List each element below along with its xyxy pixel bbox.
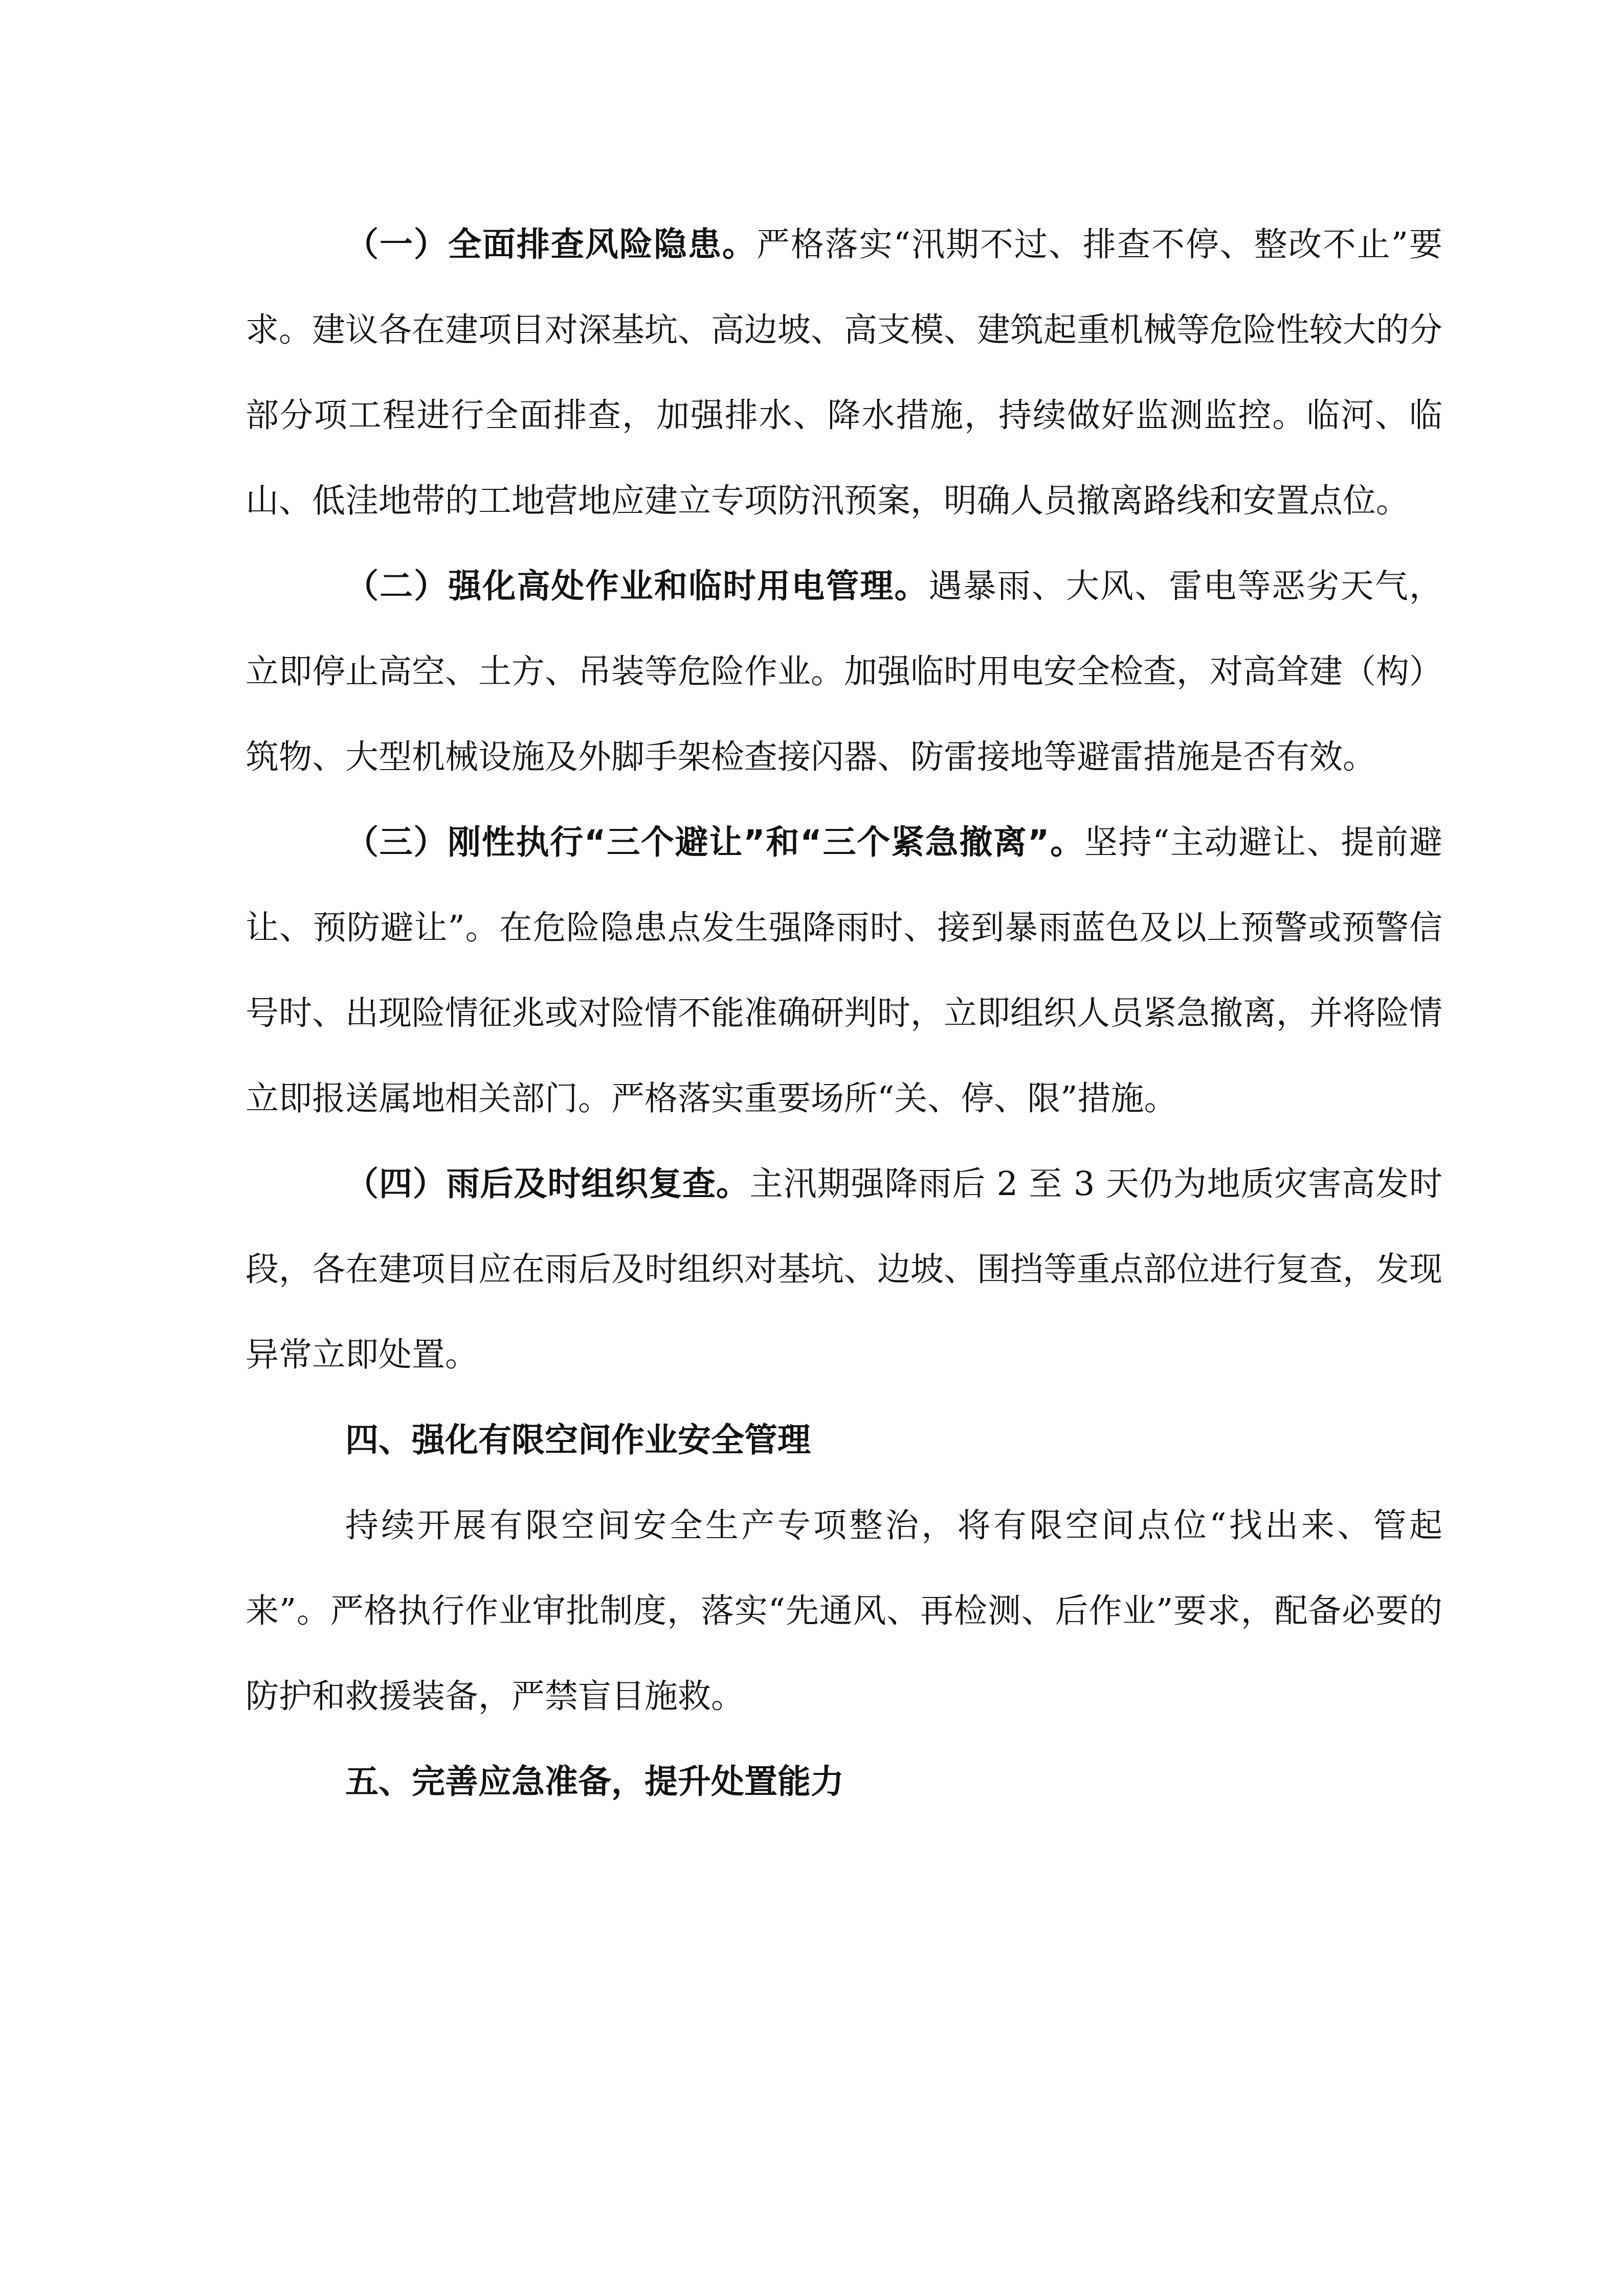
paragraph-text: 严格落实“汛期不过、排查不停、整改不止”要求。建议各在建项目对深基坑、高边坡、高支模、建筑起重机械等危险性较大的分部分项工程进行全面排查，加强排水、降水措施，持续做好监测监控。临河、临山、低洼地带的工地营地应建立专项防汛预案，明确人员撤离路线和安置点位。 — [246, 226, 1443, 520]
paragraph-heading: （四）雨后及时组织复查。 — [345, 1165, 750, 1203]
paragraph-text: 主汛期强降雨后 2 至 3 天仍为地质灾害高发时段，各在建项目应在雨后及时组织对基坑、边坡、围挡等重点部位进行复查，发现异常立即处置。 — [246, 1165, 1443, 1374]
paragraph-text: 坚持“主动避让、提前避让、预防避让”。在危险隐患点发生强降雨时、接到暴雨蓝色及以上预警或预警信号时、出现险情征兆或对险情不能准确研判时，立即组织人员紧急撤离，并将险情立即报送属地相关部门。严格落实重要场所“关、停、限”措施。 — [246, 823, 1443, 1118]
paragraph-heading: （二）强化高处作业和临时用电管理。 — [345, 567, 929, 605]
section-heading-confined-space: 四、强化有限空间作业安全管理 — [345, 1421, 811, 1459]
paragraph-heading: （三）刚性执行“三个避让”和“三个紧急撤离”。 — [345, 823, 1084, 862]
document-body — [246, 202, 1442, 1825]
paragraph-post-rain-review — [246, 1141, 1442, 1398]
paragraph-text: 遇暴雨、大风、雷电等恶劣天气，立即停止高空、土方、吊装等危险作业。加强临时用电安全检查，对高耸建（构）筑物、大型机械设施及外脚手架检查接闪器、防雷接地等避雷措施是否有效。 — [246, 567, 1443, 776]
paragraph-three-avoidance — [246, 800, 1442, 1141]
paragraph-heading: （一）全面排查风险隐患。 — [345, 226, 757, 264]
section-heading-emergency: 五、完善应急准备，提升处置能力 — [345, 1763, 844, 1801]
paragraph-confined-space: 持续开展有限空间安全生产专项整治，将有限空间点位“找出来、管起来”。严格执行作业审批制度，落实“先通风、再检测、后作业”要求，配备必要的防护和救援装备，严禁盲目施救。 — [246, 1506, 1442, 1716]
paragraph-high-work-electricity — [246, 544, 1442, 800]
paragraph-risk-inspection — [246, 202, 1442, 544]
